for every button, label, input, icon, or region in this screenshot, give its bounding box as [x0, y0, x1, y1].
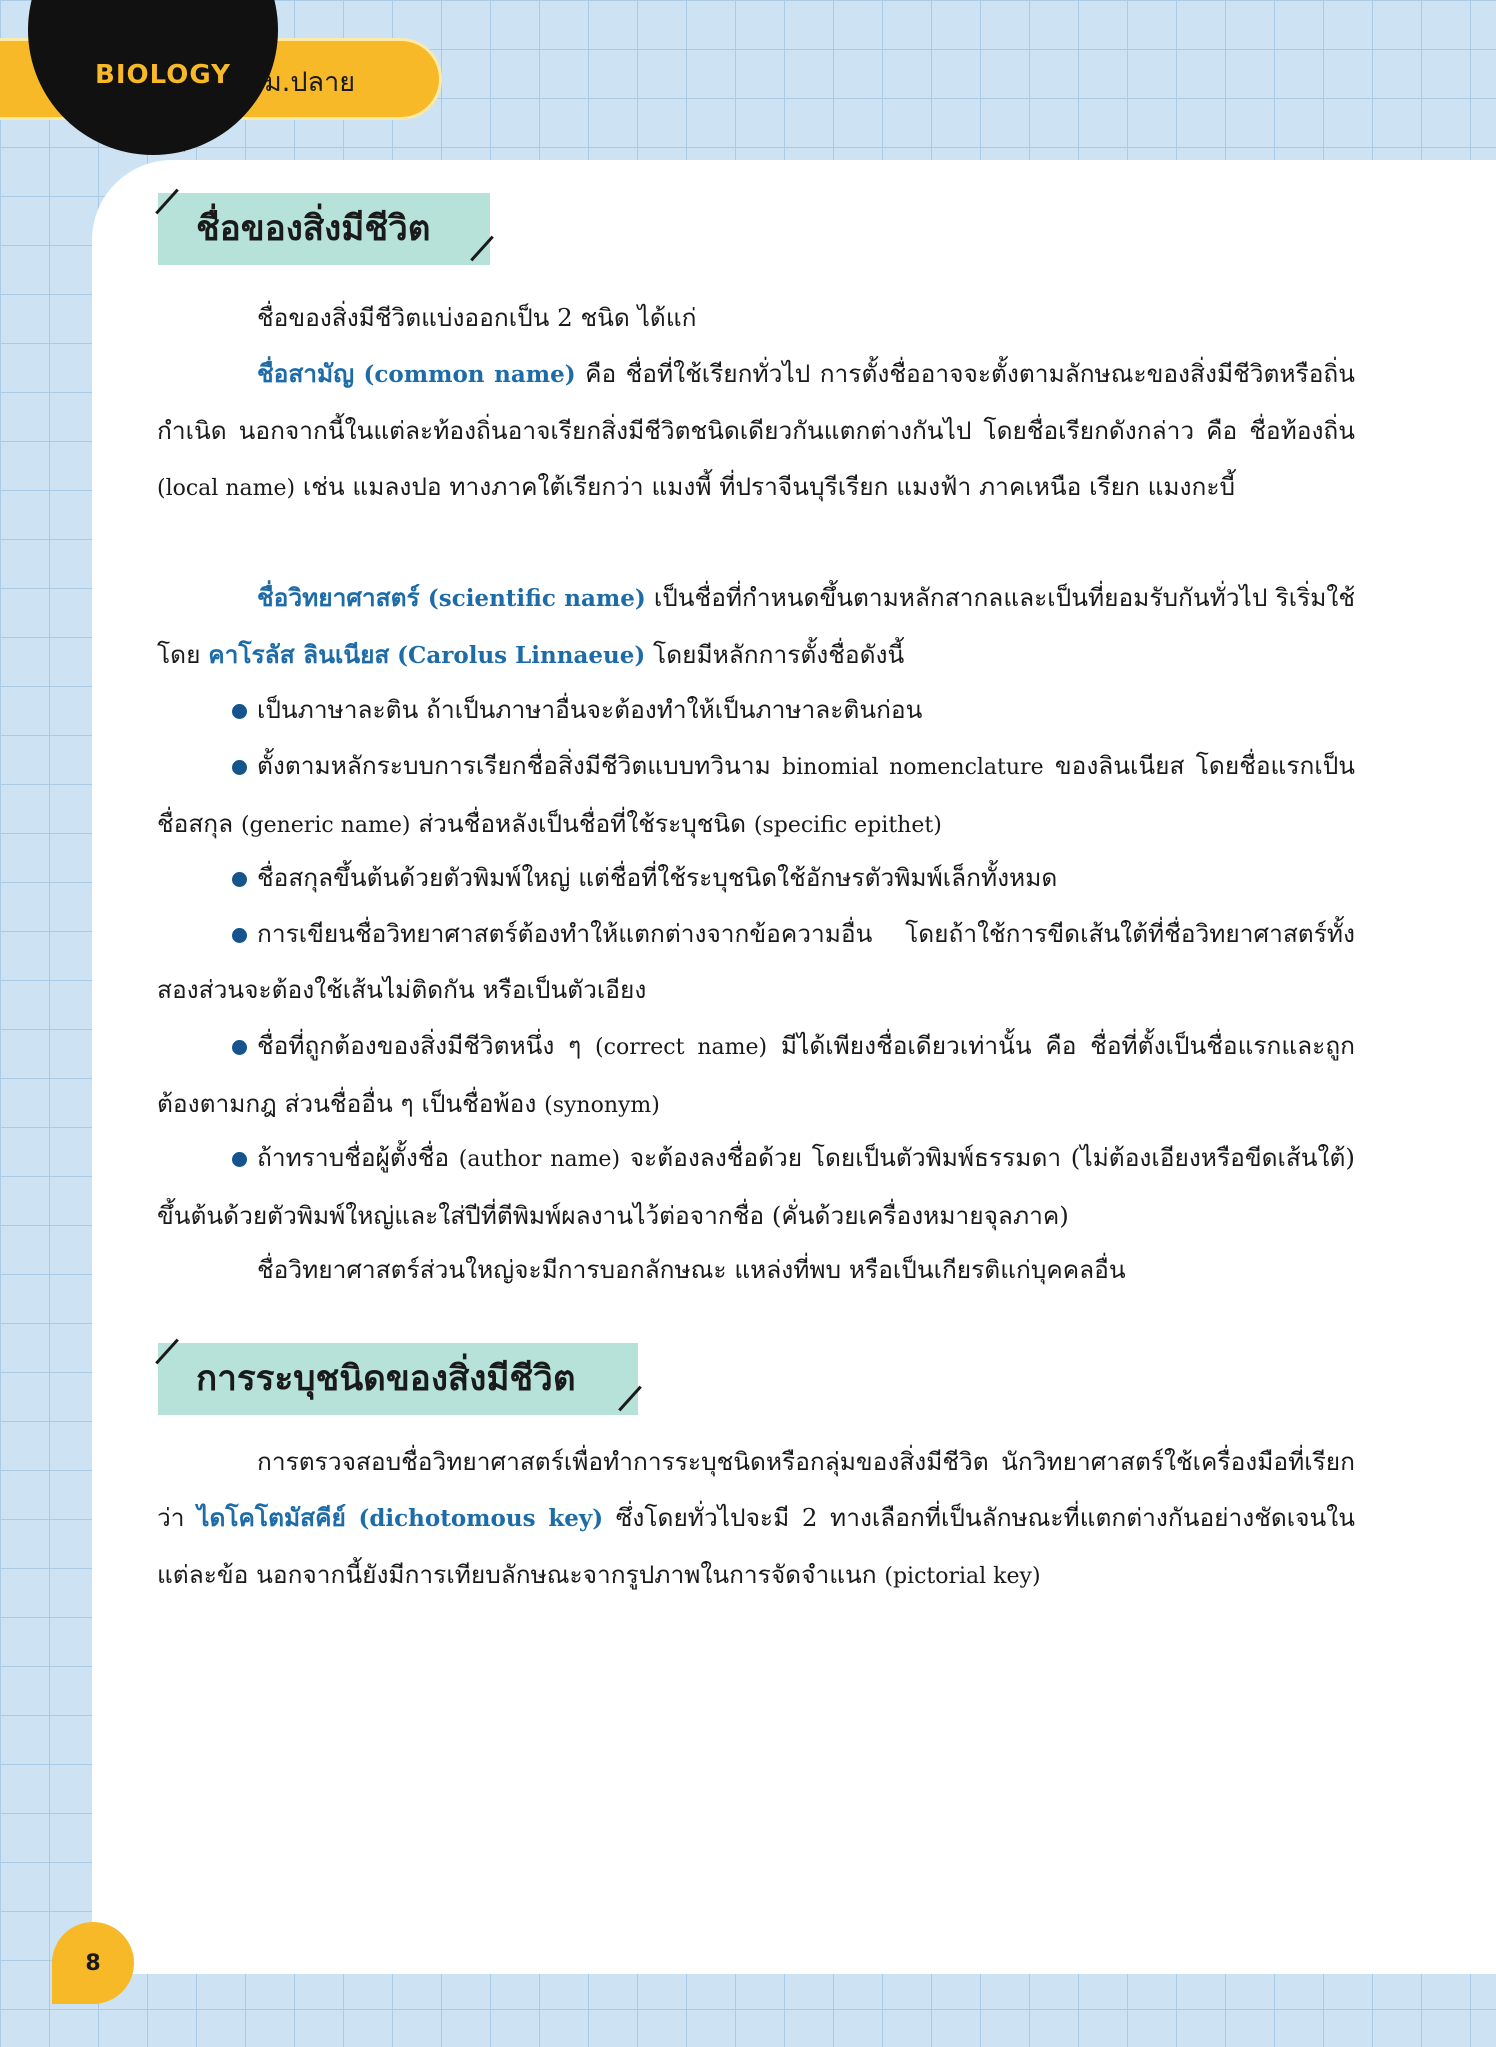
paragraph-scientific-name: ชื่อวิทยาศาสตร์ (scientific name) เป็นชื่อที่กำหนดขึ้นตามหลักสากลและเป็นที่ยอมรับกันทั่วไป ริเริ่มใช้โดย คาโรลัส ลินเนียส (Carolus Linnaeue) โดยมีหลักการตั้งชื่อดังนี้ [157, 583, 1355, 669]
section-heading-text: ชื่อของสิ่งมีชีวิต [196, 209, 431, 249]
subject-label: BIOLOGY [95, 60, 231, 90]
list-item: ถ้าทราบชื่อผู้ตั้งชื่อ (author name) จะต้องลงชื่อด้วย โดยเป็นตัวพิมพ์ธรรมดา (ไม่ต้องเอียงหรือขีดเส้นใต้) ขึ้นต้นด้วยตัวพิมพ์ใหญ่และใส่ปีที่ตีพิมพ์ผลงานไว้ต่อจากชื่อ (คั่นด้วยเครื่องหมายจุลภาค) [157, 1143, 1355, 1230]
list-item: การเขียนชื่อวิทยาศาสตร์ต้องทำให้แตกต่างจากข้อความอื่น โดยถ้าใช้การขีดเส้นใต้ที่ชื่อวิทยาศาสตร์ทั้งสองส่วนจะต้องใช้เส้นไม่ติดกัน หรือเป็นตัวเอียง [157, 919, 1355, 1004]
section-heading-identification [158, 1343, 638, 1415]
list-item: ชื่อที่ถูกต้องของสิ่งมีชีวิตหนึ่ง ๆ (correct name) มีได้เพียงชื่อเดียวเท่านั้น คือ ชื่อที่ตั้งเป็นชื่อแรกและถูกต้องตามกฎ ส่วนชื่ออื่น ๆ เป็นชื่อพ้อง (synonym) [157, 1031, 1355, 1118]
paragraph-common-name: ชื่อสามัญ (common name) คือ ชื่อที่ใช้เรียกทั่วไป การตั้งชื่ออาจจะตั้งตามลักษณะของสิ่งมีชีวิตหรือถิ่นกำเนิด นอกจากนี้ในแต่ละท้องถิ่นอาจเรียกสิ่งมีชีวิตชนิดเดียวกันแตกต่างกันไป โดยชื่อเรียกดังกล่าว คือ ชื่อท้องถิ่น (local name) เช่น แมลงปอ ทางภาคใต้เรียกว่า แมงพี้ ที่ปราจีนบุรีเรียก แมงฟ้า ภาคเหนือ เรียก แมงกะบี้ [157, 359, 1355, 501]
term-dichotomous-key: ไดโคโตมัสคีย์ [197, 1503, 346, 1532]
term-scientific-name: ชื่อวิทยาศาสตร์ [257, 583, 420, 612]
paragraph-identification: การตรวจสอบชื่อวิทยาศาสตร์เพื่อทำการระบุชนิดหรือกลุ่มของสิ่งมีชีวิต นักวิทยาศาสตร์ใช้เครื่องมือที่เรียกว่า ไดโคโตมัสคีย์ (dichotomous key) ซึ่งโดยทั่วไปจะมี 2 ทางเลือกที่เป็นลักษณะที่แตกต่างกันอย่างชัดเจนในแต่ละข้อ นอกจากนี้ยังมีการเทียบลักษณะจากรูปภาพในการจัดจำแนก (pictorial key) [157, 1447, 1355, 1589]
section-heading-organism-names [158, 193, 490, 265]
list-item: ชื่อสกุลขึ้นต้นด้วยตัวพิมพ์ใหญ่ แต่ชื่อที่ใช้ระบุชนิดใช้อักษรตัวพิมพ์เล็กทั้งหมด [257, 863, 1058, 892]
level-label: ม.ปลาย [264, 67, 356, 98]
list-item: ตั้งตามหลักระบบการเรียกชื่อสิ่งมีชีวิตแบบทวินาม binomial nomenclature ของลินเนียส โดยชื่อแรกเป็นชื่อสกุล (generic name) ส่วนชื่อหลังเป็นชื่อที่ใช้ระบุชนิด (specific epithet) [157, 751, 1355, 838]
list-item: เป็นภาษาละติน ถ้าเป็นภาษาอื่นจะต้องทำให้เป็นภาษาละตินก่อน [257, 695, 923, 724]
page-number-text: 8 [85, 1950, 101, 1976]
page-number [52, 1922, 134, 2004]
paragraph-intro: ชื่อของสิ่งมีชีวิตแบ่งออกเป็น 2 ชนิด ได้แก่ [257, 303, 697, 332]
paragraph-closing: ชื่อวิทยาศาสตร์ส่วนใหญ่จะมีการบอกลักษณะ แหล่งที่พบ หรือเป็นเกียรติแก่บุคคลอื่น [257, 1255, 1126, 1284]
term-common-name: ชื่อสามัญ [257, 359, 355, 388]
person-linnaeus: คาโรลัส ลินเนียส [208, 640, 390, 669]
section-heading-text: การระบุชนิดของสิ่งมีชีวิต [196, 1359, 576, 1399]
